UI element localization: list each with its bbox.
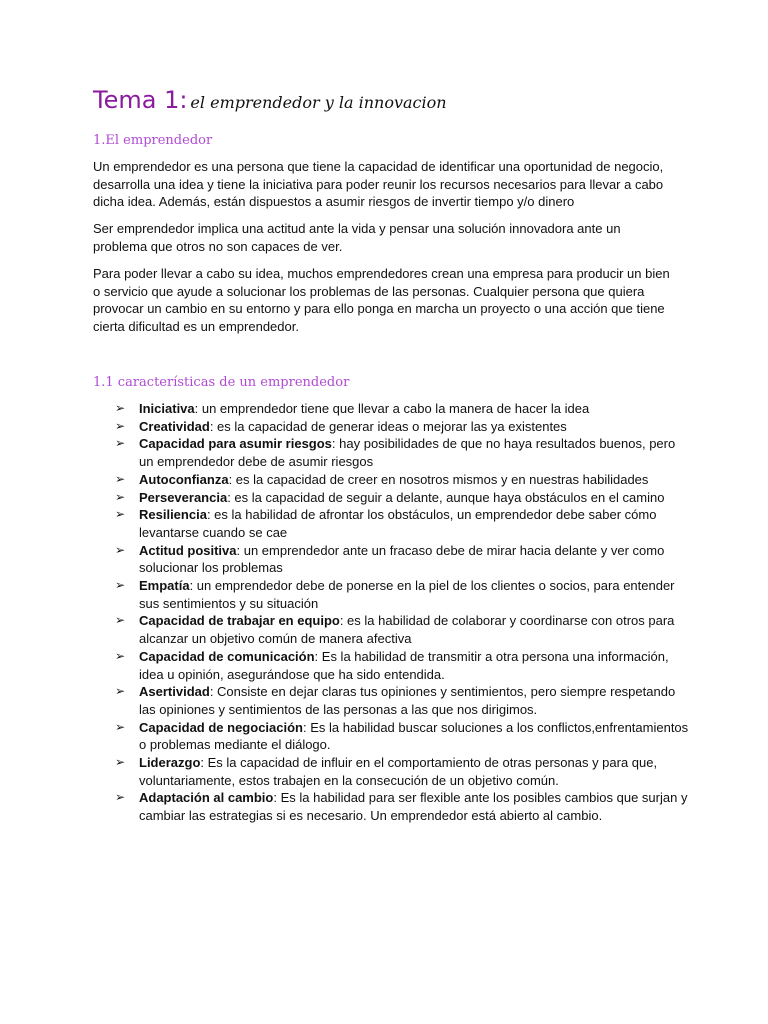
list-item — [0, 683, 768, 718]
item-text: idea u opinión, asegurándose que ha sido entendida. — [139, 666, 445, 682]
item-text: : Consiste en dejar claras tus opiniones y sentimientos, pero siempre respetando — [209, 684, 676, 700]
list-item — [0, 789, 768, 824]
item-text: un emprendedor debe de asumir riesgos — [139, 454, 374, 470]
arrow-bullet-icon: ➢ — [115, 401, 126, 415]
characteristics-list — [0, 400, 768, 825]
paragraph-line: o servicio que ayude a solucionar los problemas de las personas. Cualquier persona que quiera — [93, 283, 645, 299]
item-text: levantarse cuando se cae — [139, 524, 288, 540]
list-item — [0, 489, 768, 507]
paragraph-line: problema que otros no son capaces de ver. — [93, 238, 343, 254]
arrow-bullet-icon: ➢ — [115, 648, 126, 663]
item-text: : un emprendedor tiene que llevar a cabo la manera de hacer la idea — [194, 401, 590, 416]
item-term: Creatividad — [139, 418, 210, 434]
item-text: : es la capacidad de creer en nosotros mismos y en nuestras habilidades — [228, 471, 649, 487]
paragraph-line: cierta dificultad es un emprendedor. — [93, 319, 299, 335]
item-text: : Es la habilidad buscar soluciones a los conflictos,enfrentamientos — [303, 719, 689, 735]
item-term: Capacidad de trabajar en equipo — [139, 613, 340, 629]
paragraph-line: desarrolla una idea y tiene la iniciativa para poder reunir los recursos necesarios para llevar a cabo — [93, 176, 664, 192]
title-subtitle: el emprendedor y la innovacion — [190, 93, 447, 112]
item-text: : es la capacidad de seguir a delante, aunque haya obstáculos en el camino — [227, 489, 665, 505]
arrow-bullet-icon: ➢ — [115, 489, 126, 504]
item-term: Capacidad de comunicación — [139, 648, 315, 664]
paragraph-line: Ser emprendedor implica una actitud ante la vida y pensar una solución innovadora ante un — [93, 221, 621, 236]
arrow-bullet-icon: ➢ — [115, 418, 126, 433]
item-text: o problemas mediante el diálogo. — [139, 737, 331, 753]
item-text: : es la habilidad de afrontar los obstáculos, un emprendedor debe saber cómo — [206, 507, 657, 523]
paragraph-definition — [93, 158, 693, 211]
paragraph-line: Para poder llevar a cabo su idea, muchos emprendedores crean una empresa para producir un bien — [93, 266, 670, 281]
item-term: Perseverancia — [139, 489, 228, 505]
item-text: : Es la capacidad de influir en el comportamiento de otras personas y para que, — [200, 755, 658, 771]
paragraph-attitude — [93, 220, 693, 255]
arrow-bullet-icon: ➢ — [115, 684, 126, 699]
item-term: Iniciativa — [139, 401, 195, 416]
arrow-bullet-icon: ➢ — [115, 507, 126, 522]
item-term: Actitud positiva — [139, 542, 237, 558]
paragraph-line: provocar un cambio en su entorno y para ello ponga en marcha un proyecto o una acción que tiene — [93, 301, 665, 317]
item-text: sus sentimientos y su situación — [139, 595, 319, 611]
arrow-bullet-icon: ➢ — [115, 790, 126, 805]
list-item — [0, 612, 768, 647]
list-item — [0, 506, 768, 541]
paragraph-line: dicha idea. Además, están dispuestos a asumir riesgos de invertir tiempo y/o dinero — [93, 194, 575, 210]
item-term: Autoconfianza — [139, 471, 229, 487]
item-text: voluntariamente, estos trabajen en la consecución de un objetivo común. — [139, 772, 559, 788]
arrow-bullet-icon: ➢ — [115, 471, 126, 486]
arrow-bullet-icon: ➢ — [115, 578, 126, 593]
item-text: : es la habilidad de colaborar y coordinarse con otros para — [339, 613, 675, 629]
item-text: : es la capacidad de generar ideas o mejorar las ya existentes — [209, 418, 567, 434]
list-item — [0, 719, 768, 754]
section-heading-emprendedor: 1.El emprendedor — [93, 133, 213, 148]
item-text: las opiniones y sentimientos de las personas a las que nos dirigimos. — [139, 701, 538, 717]
list-item — [0, 435, 768, 470]
list-item — [0, 400, 768, 418]
item-text: : un emprendedor ante un fracaso debe de mirar hacia delante y ver como — [236, 542, 665, 558]
item-term: Capacidad para asumir riesgos — [139, 436, 332, 452]
item-text: : hay posibilidades de que no haya resultados buenos, pero — [331, 436, 676, 452]
item-term: Empatía — [139, 578, 190, 594]
item-text: solucionar los problemas — [139, 560, 283, 576]
item-term: Liderazgo — [139, 755, 201, 771]
item-text: cambiar las estrategias si es necesario. Un emprendedor está abierto al cambio. — [139, 808, 603, 824]
arrow-bullet-icon: ➢ — [115, 542, 126, 557]
item-term: Capacidad de negociación — [139, 719, 303, 735]
item-term: Adaptación al cambio — [139, 790, 274, 806]
item-text: : Es la habilidad para ser flexible ante los posibles cambios que surjan y — [273, 790, 688, 806]
list-item — [0, 577, 768, 612]
item-text: : un emprendedor debe de ponerse en la piel de los clientes o socios, para entender — [189, 578, 675, 594]
list-item — [0, 754, 768, 789]
item-term: Resiliencia — [139, 507, 207, 523]
item-text: alcanzar un objetivo común de manera afectiva — [139, 631, 412, 647]
section-heading-caracteristicas: 1.1 características de un emprendedor — [93, 375, 350, 390]
arrow-bullet-icon: ➢ — [115, 755, 126, 770]
page-title — [93, 86, 447, 114]
list-item — [0, 648, 768, 683]
arrow-bullet-icon: ➢ — [115, 436, 126, 451]
item-term: Asertividad — [139, 684, 210, 700]
paragraph-company — [93, 265, 693, 336]
arrow-bullet-icon: ➢ — [115, 613, 126, 628]
list-item — [0, 471, 768, 489]
paragraph-line: Un emprendedor es una persona que tiene la capacidad de identificar una oportunidad de negocio, — [93, 159, 664, 174]
item-text: : Es la habilidad de transmitir a otra persona una información, — [314, 648, 669, 664]
title-main: Tema 1: — [93, 86, 188, 114]
arrow-bullet-icon: ➢ — [115, 719, 126, 734]
list-item — [0, 542, 768, 577]
list-item — [0, 418, 768, 436]
